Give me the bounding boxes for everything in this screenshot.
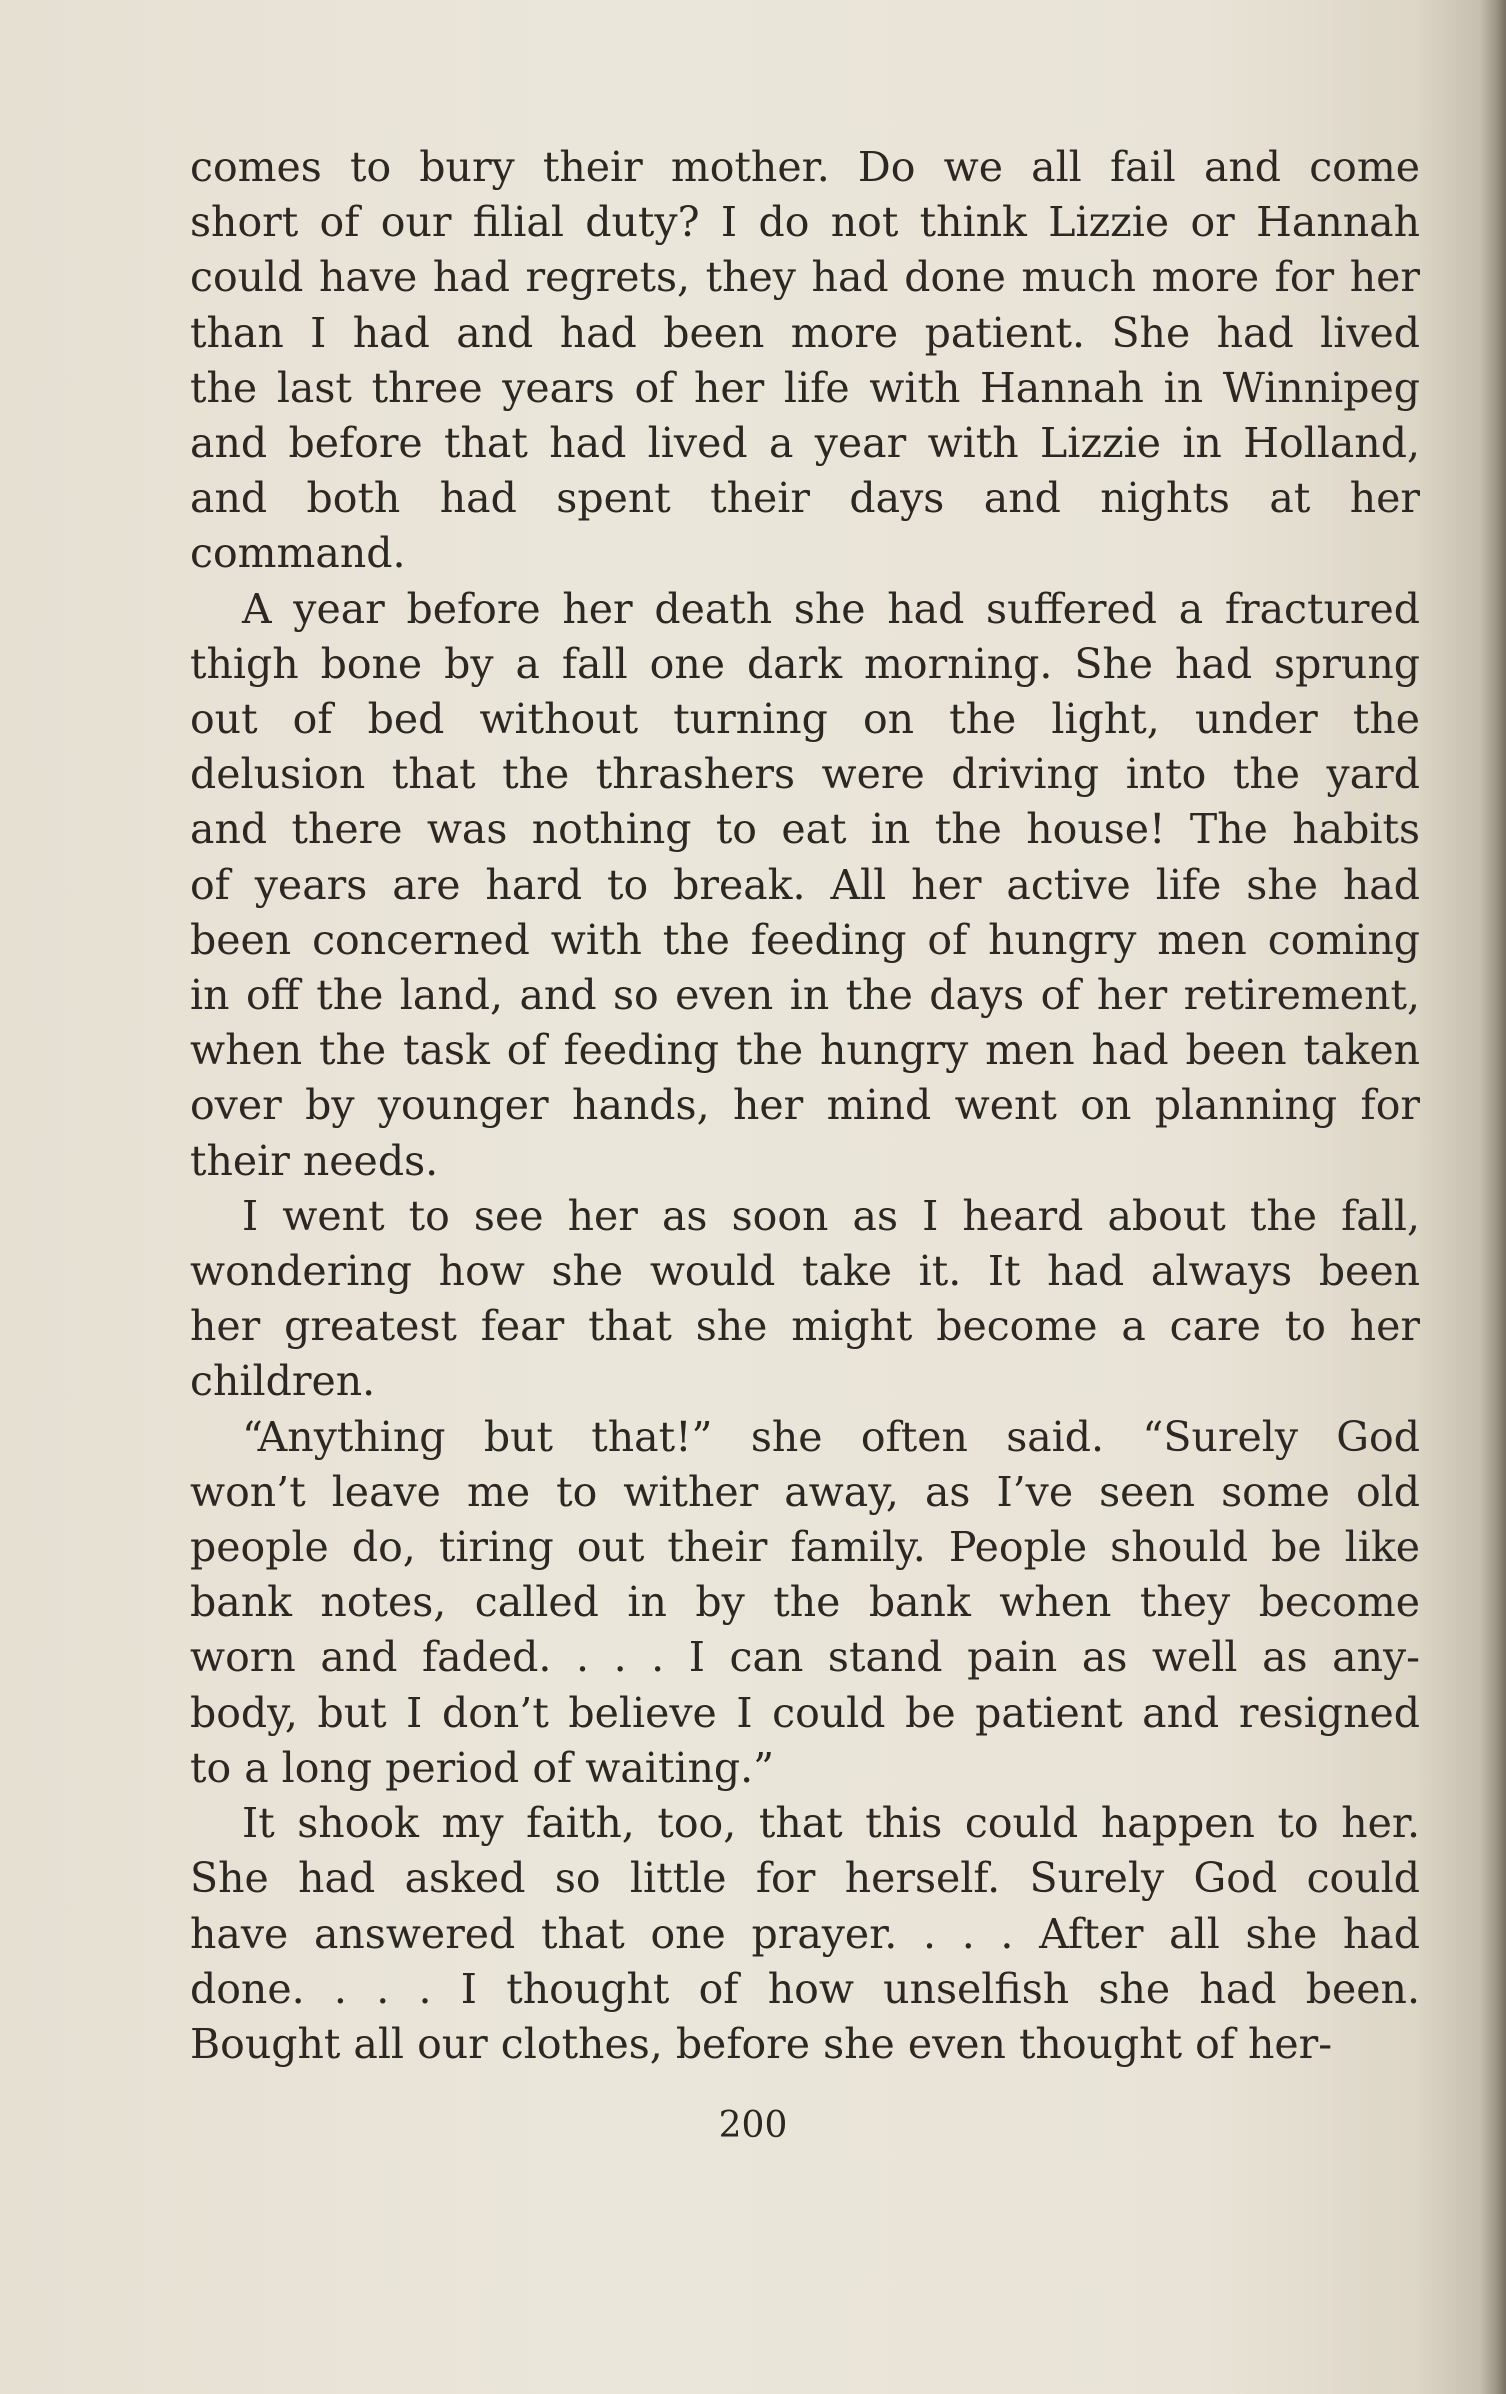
text-line: people do, tiring out their family. People should be like [190,1523,1420,1572]
text-line: body, but I don’t believe I could be patient and resigned [190,1688,1420,1737]
text-line: wondering how she would take it. It had always been [190,1247,1420,1296]
text-line: could have had regrets, they had done much more for her [190,253,1420,302]
text-line: A year before her death she had suffered a fractured [242,584,1420,633]
text-line: children. [190,1357,376,1406]
text-line: when the task of feeding the hungry men had been taken [190,1026,1420,1075]
text-line: “Anything but that!” she often said. “Surely God [242,1412,1420,1461]
page-gutter-shadow [1480,0,1506,2394]
text-line: of years are hard to break. All her active life she had [190,860,1420,909]
text-line: have answered that one prayer. . . . After all she had [190,1909,1420,1958]
paragraph [190,1796,1420,2072]
text-line: bank notes, called in by the bank when they become [190,1578,1420,1627]
text-line: out of bed without turning on the light, under the [190,695,1420,744]
page-number: 200 [718,2105,788,2146]
text-line: and there was nothing to eat in the house! The habits [190,805,1420,854]
text-line: delusion that the thrashers were driving into the yard [190,750,1420,799]
text-line: thigh bone by a fall one dark morning. She had sprung [190,639,1420,688]
paragraph [190,582,1420,1189]
text-line: the last three years of her life with Hannah in Winnipeg [190,363,1420,412]
paragraph [190,1410,1420,1796]
text-line: done. . . . I thought of how unselfish she had been. [190,1964,1420,2013]
text-line: I went to see her as soon as I heard about the fall, [242,1191,1420,1240]
paragraph [190,140,1420,582]
text-line: Bought all our clothes, before she even thought of her- [190,2019,1333,2068]
text-line: her greatest fear that she might become a care to her [190,1302,1420,1351]
text-line: their needs. [190,1136,439,1185]
text-line: She had asked so little for herself. Surely God could [190,1854,1420,1903]
paragraph [190,1189,1420,1410]
body-text [190,140,1420,2072]
text-line: command. [190,529,406,578]
text-line: to a long period of waiting.” [190,1743,775,1792]
text-line: short of our filial duty? I do not think Lizzie or Hannah [190,198,1420,247]
text-line: in off the land, and so even in the days of her retirement, [190,971,1420,1020]
text-line: been concerned with the feeding of hungry men coming [190,915,1420,964]
text-line: and before that had lived a year with Lizzie in Holland, [190,419,1420,468]
text-line: over by younger hands, her mind went on planning for [190,1081,1420,1130]
text-line: comes to bury their mother. Do we all fail and come [190,143,1420,191]
text-line: and both had spent their days and nights at her [190,474,1420,523]
text-line: It shook my faith, too, that this could happen to her. [242,1799,1420,1848]
text-line: worn and faded. . . . I can stand pain as well as any- [190,1633,1420,1682]
text-line: than I had and had been more patient. She had lived [190,308,1420,357]
text-line: won’t leave me to wither away, as I’ve seen some old [190,1467,1420,1516]
